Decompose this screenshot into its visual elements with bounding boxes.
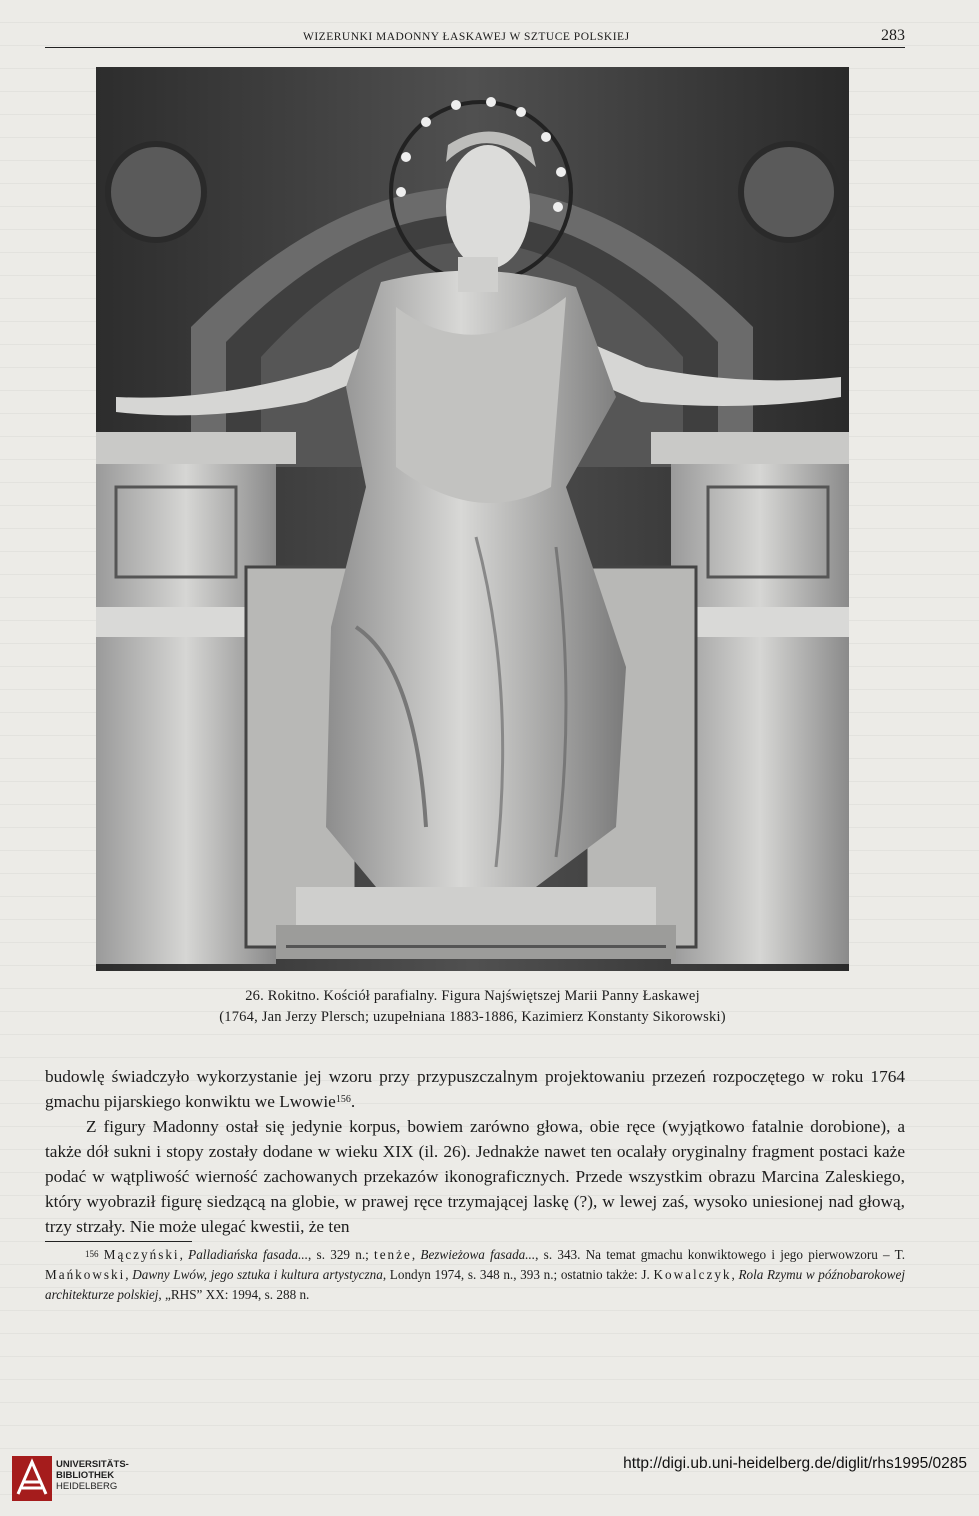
footnote-author-1: Mączyński xyxy=(103,1247,180,1262)
paragraph-2: Z figury Madonny ostał się jedynie korpus, bowiem zarówno głowa, obie ręce (wyjątkowo fatalnie dorobione), a także dół sukni i stopy zostały dodane w wieku XIX (il. 26). Jednakże nawet ten ocalały oryginalny fragment postaci każe podać w wątpliwość wierność zachowanych przekazów ikonograficznych. Przede wszystkim obrazu Marcina Zaleskiego, który wyobraził figurę siedzącą na globie, w prawej ręce trzymającej laskę (?), w lewej zaś, wysoko uniesionej nad głową, trzy strzały. Nie może ulegać kwestii, że ten xyxy=(45,1117,905,1236)
statue-photograph xyxy=(96,67,849,971)
madonna-statue-illustration xyxy=(96,67,849,971)
footnote-156 xyxy=(45,1245,905,1305)
paragraph-1-end: . xyxy=(350,1092,356,1111)
footnote-text: , Londyn 1974, s. 348 n., 393 n.; ostatnio także: J. xyxy=(382,1267,654,1282)
footnote-work-2: Bezwieżowa fasada... xyxy=(420,1247,536,1262)
footnote-author-4: Kowalczyk xyxy=(653,1267,732,1282)
body-text xyxy=(45,1064,905,1239)
caption-line-1: 26. Rokitno. Kościół parafialny. Figura Najświętszej Marii Panny Łaskawej xyxy=(245,988,700,1004)
footnote-separator xyxy=(45,1241,192,1242)
page-number: 283 xyxy=(881,27,905,44)
footnote-text: , xyxy=(125,1267,133,1282)
heidelberg-library-icon xyxy=(12,1456,52,1501)
footnote-text: , „RHS” XX: 1994, s. 288 n. xyxy=(158,1287,310,1302)
figure-caption xyxy=(96,986,849,1028)
paragraph-1 xyxy=(45,1064,905,1114)
footnote-work-1: Palladiańska fasada... xyxy=(188,1247,309,1262)
caption-line-2: (1764, Jan Jerzy Plersch; uzupełniana 1883-1886, Kazimierz Konstanty Sikorowski) xyxy=(219,1009,726,1025)
footnote-text: , xyxy=(731,1267,739,1282)
footnote-ref-156[interactable]: 156 xyxy=(335,1094,351,1105)
library-logo-text xyxy=(56,1459,129,1492)
logo-line-1: UNIVERSITÄTS- xyxy=(56,1459,129,1470)
footnote-author-2: tenże xyxy=(374,1247,412,1262)
footnote-number: 156 xyxy=(85,1249,99,1259)
running-title: WIZERUNKI MADONNY ŁASKAWEJ W SZTUCE POLSKIEJ xyxy=(303,31,630,43)
footnote-text: , xyxy=(411,1247,421,1262)
footnote-work-3: Dawny Lwów, jego sztuka i kultura artystyczna xyxy=(132,1267,383,1282)
footnote-text: , s. 343. Na temat gmachu konwiktowego i jego pierwowzoru – T. xyxy=(535,1247,905,1262)
source-url[interactable]: http://digi.ub.uni-heidelberg.de/diglit/rhs1995/0285 xyxy=(623,1455,967,1472)
footnote-author-3: Mańkowski xyxy=(45,1267,126,1282)
logo-line-2: BIBLIOTHEK xyxy=(56,1470,115,1481)
running-head xyxy=(45,27,905,48)
footnote-work-4: Rola Rzymu w późnobarokowej architekturze polskiej xyxy=(45,1267,905,1302)
logo-line-3: HEIDELBERG xyxy=(56,1481,118,1492)
footnote-text: , xyxy=(179,1247,189,1262)
footnote-text: , s. 329 n.; xyxy=(308,1247,375,1262)
library-logo[interactable] xyxy=(12,1456,152,1501)
paragraph-1-text: budowlę świadczyło wykorzystanie jej wzoru przy przypuszczalnym projektowaniu przezeń rozpoczętego w roku 1764 gmachu pijarskiego konwiktu we Lwowie xyxy=(45,1067,905,1111)
